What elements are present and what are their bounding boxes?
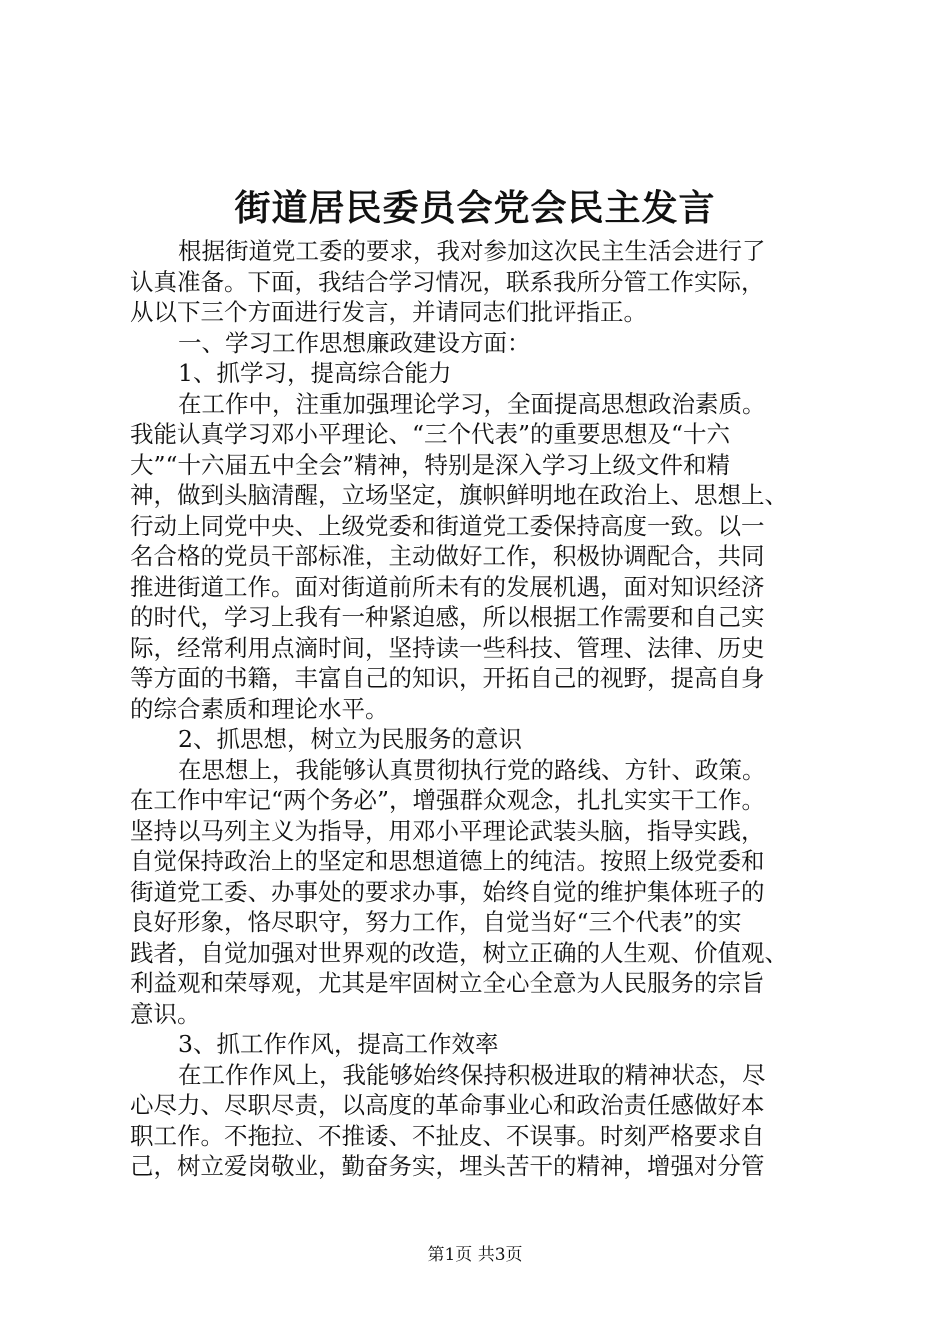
body-line: 我能认真学习邓小平理论、“三个代表”的重要思想及“十六 (130, 420, 731, 448)
body-line: 街道党工委、办事处的要求办事，始终自觉的维护集体班子的 (130, 877, 765, 906)
document-title: 街道居民委员会党会民主发言 (234, 187, 716, 229)
body-line: 的综合素质和理论水平。 (130, 694, 389, 723)
body-line: 行动上同党中央、上级党委和街道党工委保持高度一致。以一 (130, 511, 765, 540)
body-line: 名合格的党员干部标准，主动做好工作，积极协调配合，共同 (130, 542, 765, 570)
body-line: 从以下三个方面进行发言，并请同志们批评指正。 (130, 298, 647, 326)
body-line: 在工作中，注重加强理论学习，全面提高思想政治素质。 (178, 389, 766, 418)
body-line: 3、抓工作作风，提高工作效率 (178, 1030, 499, 1058)
document-body (130, 236, 830, 1182)
body-line: 己，树立爱岗敬业，勤奋务实，埋头苦干的精神，增强对分管 (130, 1152, 765, 1180)
body-line: 良好形象，恪尽职守，努力工作，自觉当好“三个代表”的实 (130, 908, 742, 936)
body-line: 利益观和荣辱观，尤其是牢固树立全心全意为人民服务的宗旨 (130, 969, 765, 997)
body-line: 的时代，学习上我有一种紧迫感，所以根据工作需要和自己实 (130, 603, 765, 631)
body-line: 心尽力、尽职尽责，以高度的革命事业心和政治责任感做好本 (130, 1091, 765, 1119)
body-line: 1、抓学习，提高综合能力 (178, 359, 452, 387)
body-line: 在工作中牢记“两个务必”，增强群众观念，扎扎实实干工作。 (130, 786, 766, 814)
body-line: 在思想上，我能够认真贯彻执行党的路线、方针、政策。 (178, 755, 766, 784)
body-line: 际，经常利用点滴时间，坚持读一些科技、管理、法律、历史 (130, 633, 765, 662)
body-line: 职工作。不拖拉、不推诿、不扯皮、不误事。时刻严格要求自 (130, 1121, 765, 1150)
page-footer: 第1页 共3页 (427, 1245, 523, 1265)
body-line: 坚持以马列主义为指导，用邓小平理论武装头脑，指导实践， (130, 816, 765, 845)
body-line: 践者，自觉加强对世界观的改造，树立正确的人生观、价值观、 (130, 938, 788, 967)
body-line: 神，做到头脑清醒，立场坚定，旗帜鲜明地在政治上、思想上、 (130, 481, 788, 509)
body-line: 等方面的书籍，丰富自己的知识，开拓自己的视野，提高自身 (130, 664, 765, 692)
body-line: 认真准备。下面，我结合学习情况，联系我所分管工作实际， (130, 267, 765, 296)
body-line: 一、学习工作思想廉政建设方面： (178, 328, 531, 357)
body-line: 大”“十六届五中全会”精神，特别是深入学习上级文件和精 (130, 450, 731, 479)
body-line: 意识。 (130, 999, 201, 1028)
body-line: 推进街道工作。面对街道前所未有的发展机遇，面对知识经济 (130, 572, 765, 601)
body-line: 自觉保持政治上的坚定和思想道德上的纯洁。按照上级党委和 (130, 847, 765, 875)
body-line: 根据街道党工委的要求，我对参加这次民主生活会进行了 (178, 237, 766, 265)
body-line: 2、抓思想，树立为民服务的意识 (178, 725, 522, 753)
body-line: 在工作作风上，我能够始终保持积极进取的精神状态，尽 (178, 1060, 766, 1089)
